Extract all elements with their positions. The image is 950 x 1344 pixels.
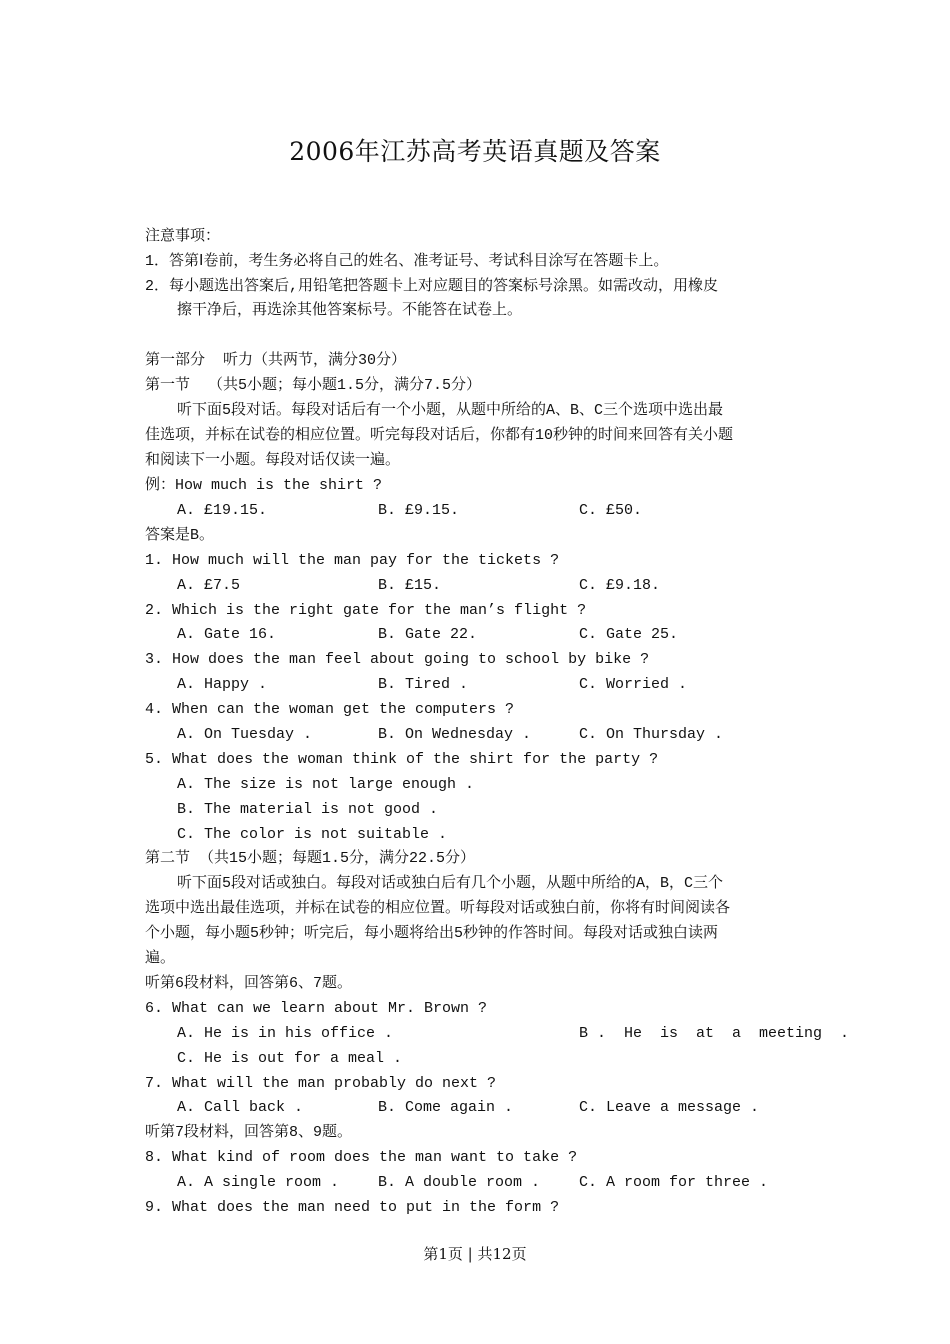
question-1: 1. How much will the man pay for the tickets ? [145, 552, 560, 569]
notice-heading: 注意事项： [145, 228, 221, 245]
question-8: 8. What kind of room does the man want to take ? [145, 1149, 578, 1166]
section1-instructions-2: 佳选项，并标在试卷的相应位置。听完每段对话后，你都有10秒钟的时间来回答有关小题 [145, 427, 734, 444]
q4-option-b: B. On Wednesday . [378, 726, 532, 743]
example-option-c: C. £50. [579, 502, 643, 519]
question-7: 7. What will the man probably do next ? [145, 1075, 497, 1092]
q3-option-b: B. Tired . [378, 676, 469, 693]
section1-instructions-1: 听下面5段对话。每段对话后有一个小题，从题中所给的A、B、C三个选项中选出最 [177, 402, 724, 419]
q6-option-c: C. He is out for a meal . [177, 1050, 403, 1067]
material-7-heading: 听第7段材料，回答第8、9题。 [145, 1124, 353, 1141]
section2-heading: 第二节 （共15小题；每题1.5分，满分22.5分） [145, 850, 476, 867]
example-option-b: B. £9.15. [378, 502, 460, 519]
part1-heading: 第一部分 听力（共两节，满分30分） [145, 352, 407, 369]
notice-item-2-cont: 擦干净后，再选涂其他答案标号。不能答在试卷上。 [177, 302, 523, 319]
q2-option-c: C. Gate 25. [579, 626, 679, 643]
q8-option-c: C. A room for three . [579, 1174, 769, 1191]
q4-option-a: A. On Tuesday . [177, 726, 313, 743]
section2-instructions-3: 个小题，每小题5秒钟；听完后，每小题将给出5秒钟的作答时间。每段对话或独白读两 [145, 925, 719, 942]
question-3: 3. How does the man feel about going to school by bike ? [145, 651, 650, 668]
q3-option-a: A. Happy . [177, 676, 268, 693]
q2-option-b: B. Gate 22. [378, 626, 478, 643]
q5-option-a: A. The size is not large enough . [177, 776, 475, 793]
material-6-heading: 听第6段材料，回答第6、7题。 [145, 975, 353, 992]
q6-option-a: A. He is in his office . [177, 1025, 394, 1042]
question-9: 9. What does the man need to put in the form ? [145, 1199, 560, 1216]
q8-option-a: A. A single room . [177, 1174, 340, 1191]
page-title: 2006年江苏高考英语真题及答案 [289, 137, 661, 166]
example-answer: 答案是B。 [145, 527, 215, 544]
notice-item-2: 2．每小题选出答案后,用铅笔把答题卡上对应题目的答案标号涂黑。如需改动，用橡皮 [145, 278, 719, 295]
q4-option-c: C. On Thursday . [579, 726, 724, 743]
q5-option-c: C. The color is not suitable . [177, 826, 448, 843]
question-2: 2. Which is the right gate for the man’s flight ? [145, 602, 587, 619]
q3-option-c: C. Worried . [579, 676, 688, 693]
notice-item-1: 1．答第Ⅰ卷前，考生务必将自己的姓名、准考证号、考试科目涂写在答题卡上。 [145, 253, 669, 270]
question-4: 4. When can the woman get the computers ? [145, 701, 515, 718]
section1-instructions-3: 和阅读下一小题。每段对话仅读一遍。 [145, 452, 401, 469]
example-question: 例：How much is the shirt ? [145, 477, 383, 494]
section2-instructions-4: 遍。 [145, 950, 176, 967]
q7-option-c: C. Leave a message . [579, 1099, 760, 1116]
page-footer: 第1页 | 共12页 [423, 1245, 527, 1263]
q5-option-b: B. The material is not good . [177, 801, 439, 818]
q7-option-a: A. Call back . [177, 1099, 304, 1116]
q1-option-b: B. £15. [378, 577, 442, 594]
q1-option-a: A. £7.5 [177, 577, 241, 594]
q2-option-a: A. Gate 16. [177, 626, 277, 643]
section2-instructions-1: 听下面5段对话或独白。每段对话或独白后有几个小题，从题中所给的A，B，C三个 [177, 875, 724, 892]
example-option-a: A. £19.15. [177, 502, 268, 519]
section2-instructions-2: 选项中选出最佳选项，并标在试卷的相应位置。听每段对话或独白前，你将有时间阅读各 [145, 900, 731, 917]
q7-option-b: B. Come again . [378, 1099, 514, 1116]
section1-heading: 第一节 （共5小题；每小题1.5分，满分7.5分） [145, 377, 482, 394]
q8-option-b: B. A double room . [378, 1174, 541, 1191]
q1-option-c: C. £9.18. [579, 577, 661, 594]
question-6: 6. What can we learn about Mr. Brown ? [145, 1000, 488, 1017]
question-5: 5. What does the woman think of the shirt for the party ? [145, 751, 659, 768]
q6-option-b: B . He is at a meeting . [579, 1025, 850, 1042]
